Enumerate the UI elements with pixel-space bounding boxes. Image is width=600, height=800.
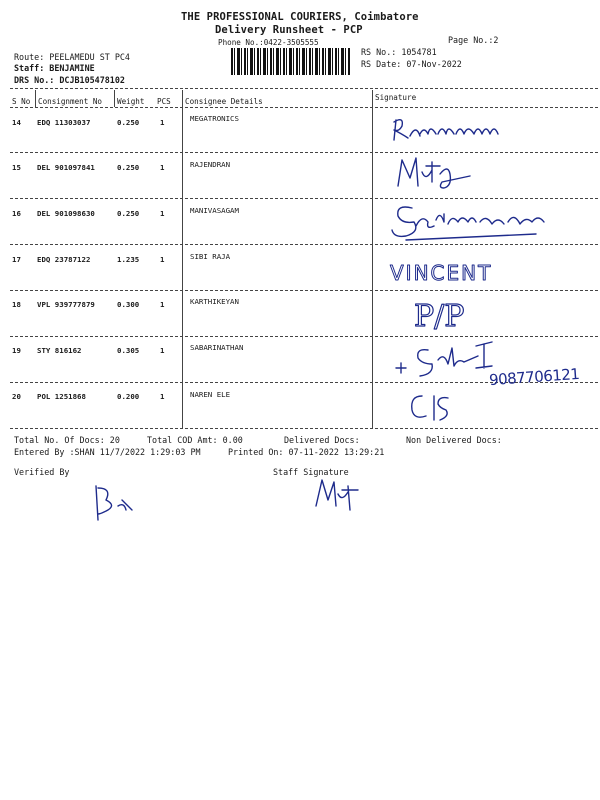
drs-number: DRS No.: DCJB105478102 xyxy=(14,75,125,85)
col-header-weight: Weight xyxy=(117,97,145,106)
cell-sno: 18 xyxy=(12,300,21,309)
phone-number: Phone No.:0422-3505555 xyxy=(218,38,319,47)
delivered-docs: Delivered Docs: xyxy=(284,435,360,445)
col-divider xyxy=(182,90,183,428)
non-delivered-docs: Non Delivered Docs: xyxy=(406,435,502,445)
total-cod-amount: Total COD Amt: 0.00 xyxy=(147,435,243,445)
entered-by: Entered By :SHAN 11/7/2022 1:29:03 PM xyxy=(14,447,201,457)
cell-consignee: KARTHIKEYAN xyxy=(190,297,239,306)
signature-row-16 xyxy=(386,200,556,246)
barcode-image xyxy=(231,48,351,75)
cell-consignee: NAREN ELE xyxy=(190,390,231,399)
svg-text:VINCENT: VINCENT xyxy=(390,261,493,285)
cell-pcs: 1 xyxy=(160,255,165,264)
cell-weight: 0.250 xyxy=(117,163,140,172)
row-divider xyxy=(10,336,598,337)
cell-weight: 0.250 xyxy=(117,209,140,218)
svg-text:P/P: P/P xyxy=(414,299,465,334)
cell-pcs: 1 xyxy=(160,346,165,355)
col-divider xyxy=(35,90,36,107)
verified-by-signature xyxy=(88,480,138,526)
row-divider xyxy=(10,152,598,153)
cell-sno: 15 xyxy=(12,163,21,172)
cell-weight: 0.250 xyxy=(117,118,140,127)
verified-by-label: Verified By xyxy=(14,467,70,477)
cell-consignment: DEL 901097841 xyxy=(37,163,95,172)
col-header-sno: S No xyxy=(12,97,31,106)
table-header-border xyxy=(10,107,598,108)
cell-sno: 20 xyxy=(12,392,21,401)
signature-row-20 xyxy=(404,386,454,426)
cell-weight: 0.305 xyxy=(117,346,140,355)
signature-row-14 xyxy=(390,112,530,144)
cell-sno: 16 xyxy=(12,209,21,218)
cell-consignment: POL 1251868 xyxy=(37,392,86,401)
col-divider xyxy=(114,90,115,107)
cell-consignment: EDQ 23787122 xyxy=(37,255,91,264)
col-header-signature: Signature xyxy=(375,93,417,102)
company-name: THE PROFESSIONAL COURIERS, Coimbatore xyxy=(181,11,419,23)
cell-consignee: SABARINATHAN xyxy=(190,343,244,352)
staff-name: Staff: BENJAMINE xyxy=(14,63,95,73)
cell-consignment: DEL 901098630 xyxy=(37,209,95,218)
cell-sno: 19 xyxy=(12,346,21,355)
table-top-border xyxy=(10,88,598,89)
table-bottom-border xyxy=(10,428,598,429)
cell-weight: 0.300 xyxy=(117,300,140,309)
page-number: Page No.:2 xyxy=(448,35,499,45)
rs-number: RS No.: 1054781 xyxy=(361,47,437,57)
cell-consignee: RAJENDRAN xyxy=(190,160,231,169)
handwritten-phone-number: 9087706121 xyxy=(488,364,580,390)
total-docs: Total No. Of Docs: 20 xyxy=(14,435,120,445)
cell-consignee: MANIVASAGAM xyxy=(190,206,239,215)
col-header-pcs: PCS xyxy=(157,97,171,106)
cell-consignment: EDQ 11303037 xyxy=(37,118,91,127)
row-divider xyxy=(10,198,598,199)
staff-signature-label: Staff Signature xyxy=(273,467,349,477)
cell-consignee: SIBI RAJA xyxy=(190,252,231,261)
cell-weight: 0.200 xyxy=(117,392,140,401)
printed-on: Printed On: 07-11-2022 13:29:21 xyxy=(228,447,385,457)
route: Route: PEELAMEDU ST PC4 xyxy=(14,52,130,62)
cell-consignment: VPL 939777879 xyxy=(37,300,95,309)
signature-row-18 xyxy=(410,290,470,336)
signature-row-17 xyxy=(382,254,512,288)
rs-date: RS Date: 07-Nov-2022 xyxy=(361,59,462,69)
cell-consignment: STY 816162 xyxy=(37,346,82,355)
signature-row-19 xyxy=(392,338,502,382)
cell-pcs: 1 xyxy=(160,209,165,218)
staff-signature-mark xyxy=(310,472,360,516)
cell-pcs: 1 xyxy=(160,392,165,401)
cell-sno: 14 xyxy=(12,118,21,127)
signature-row-15 xyxy=(392,152,482,192)
cell-sno: 17 xyxy=(12,255,21,264)
cell-pcs: 1 xyxy=(160,300,165,309)
cell-weight: 1.235 xyxy=(117,255,140,264)
cell-pcs: 1 xyxy=(160,118,165,127)
col-header-consignment: Consignment No xyxy=(38,97,103,106)
cell-pcs: 1 xyxy=(160,163,165,172)
row-divider xyxy=(10,290,598,291)
col-divider xyxy=(372,90,373,428)
col-header-consignee: Consignee Details xyxy=(185,97,263,106)
document-title: Delivery Runsheet - PCP xyxy=(215,24,363,36)
cell-consignee: MEGATRONICS xyxy=(190,114,239,123)
